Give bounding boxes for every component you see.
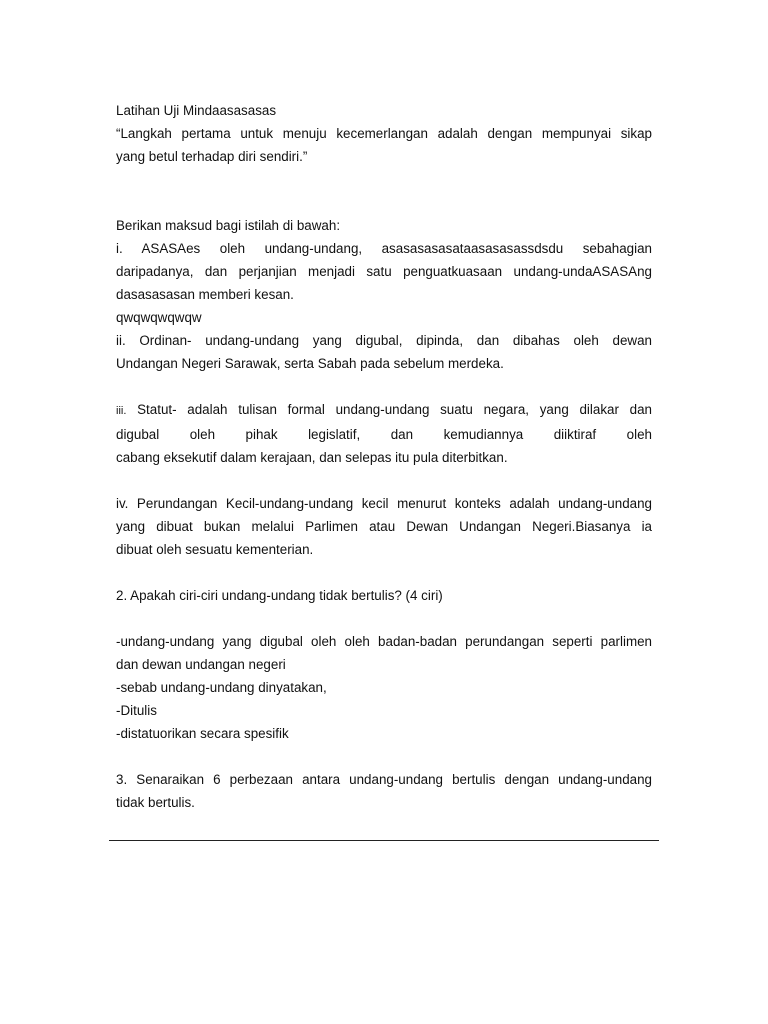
term-i-line-2: daripadanya, dan perjanjian menjadi satu penguatkuasaan undang-undaASASAng: [116, 264, 652, 279]
spacer: [116, 561, 652, 584]
term-iii-line-1: [116, 398, 652, 423]
question-3-line-1: 3. Senaraikan 6 perbezaan antara undang-undang bertulis dengan undang-undang: [116, 772, 652, 787]
term-iii-text: Statut- adalah tulisan formal undang-undang suatu negara, yang dilakar dan: [137, 402, 652, 417]
question-3-line-2: tidak bertulis.: [116, 795, 195, 810]
quote-line-1: “Langkah pertama untuk menuju kecemerlangan adalah dengan mempunyai sikap: [116, 126, 652, 141]
term-iv-line-2: yang dibuat bukan melalui Parlimen atau Dewan Undangan Negeri.Biasanya ia: [116, 519, 652, 534]
spacer: [116, 375, 652, 398]
answer-2-line-4: -Ditulis: [116, 703, 157, 718]
horizontal-rule: [109, 840, 659, 841]
term-iii-line-3: cabang eksekutif dalam kerajaan, dan selepas itu pula diterbitkan.: [116, 450, 508, 465]
instruction-text: Berikan maksud bagi istilah di bawah:: [116, 218, 341, 233]
spacer: [116, 469, 652, 492]
document-page: [116, 99, 652, 814]
term-iii-number: iii.: [116, 405, 127, 417]
term-i-line-1: i. ASASAes oleh undang-undang, asasasasasataasasasassdsdu sebahagian: [116, 241, 652, 256]
term-ii-line-1: ii. Ordinan- undang-undang yang digubal, dipinda, dan dibahas oleh dewan: [116, 333, 652, 348]
question-2: 2. Apakah ciri-ciri undang-undang tidak bertulis? (4 ciri): [116, 588, 443, 603]
spacer: [116, 745, 652, 768]
spacer: [116, 168, 652, 214]
term-i-line-3: dasasasasan memberi kesan.: [116, 287, 294, 302]
document-title: Latihan Uji Mindaasasasas: [116, 103, 277, 118]
term-iii-line-2: digubal oleh pihak legislatif, dan kemudiannya diiktiraf oleh: [116, 427, 652, 442]
term-iv-line-1: iv. Perundangan Kecil-undang-undang kecil menurut konteks adalah undang-undang: [116, 496, 652, 511]
quote-line-2: yang betul terhadap diri sendiri.”: [116, 149, 308, 164]
spacer: [116, 607, 652, 630]
stray-text: qwqwqwqwqw: [116, 310, 202, 325]
answer-2-line-5: -distatuorikan secara spesifik: [116, 726, 289, 741]
term-iv-line-3: dibuat oleh sesuatu kementerian.: [116, 542, 314, 557]
term-ii-line-2: Undangan Negeri Sarawak, serta Sabah pada sebelum merdeka.: [116, 356, 504, 371]
answer-2-line-2: dan dewan undangan negeri: [116, 657, 286, 672]
answer-2-line-1: -undang-undang yang digubal oleh oleh badan-badan perundangan seperti parlimen: [116, 634, 652, 649]
answer-2-line-3: -sebab undang-undang dinyatakan,: [116, 680, 327, 695]
